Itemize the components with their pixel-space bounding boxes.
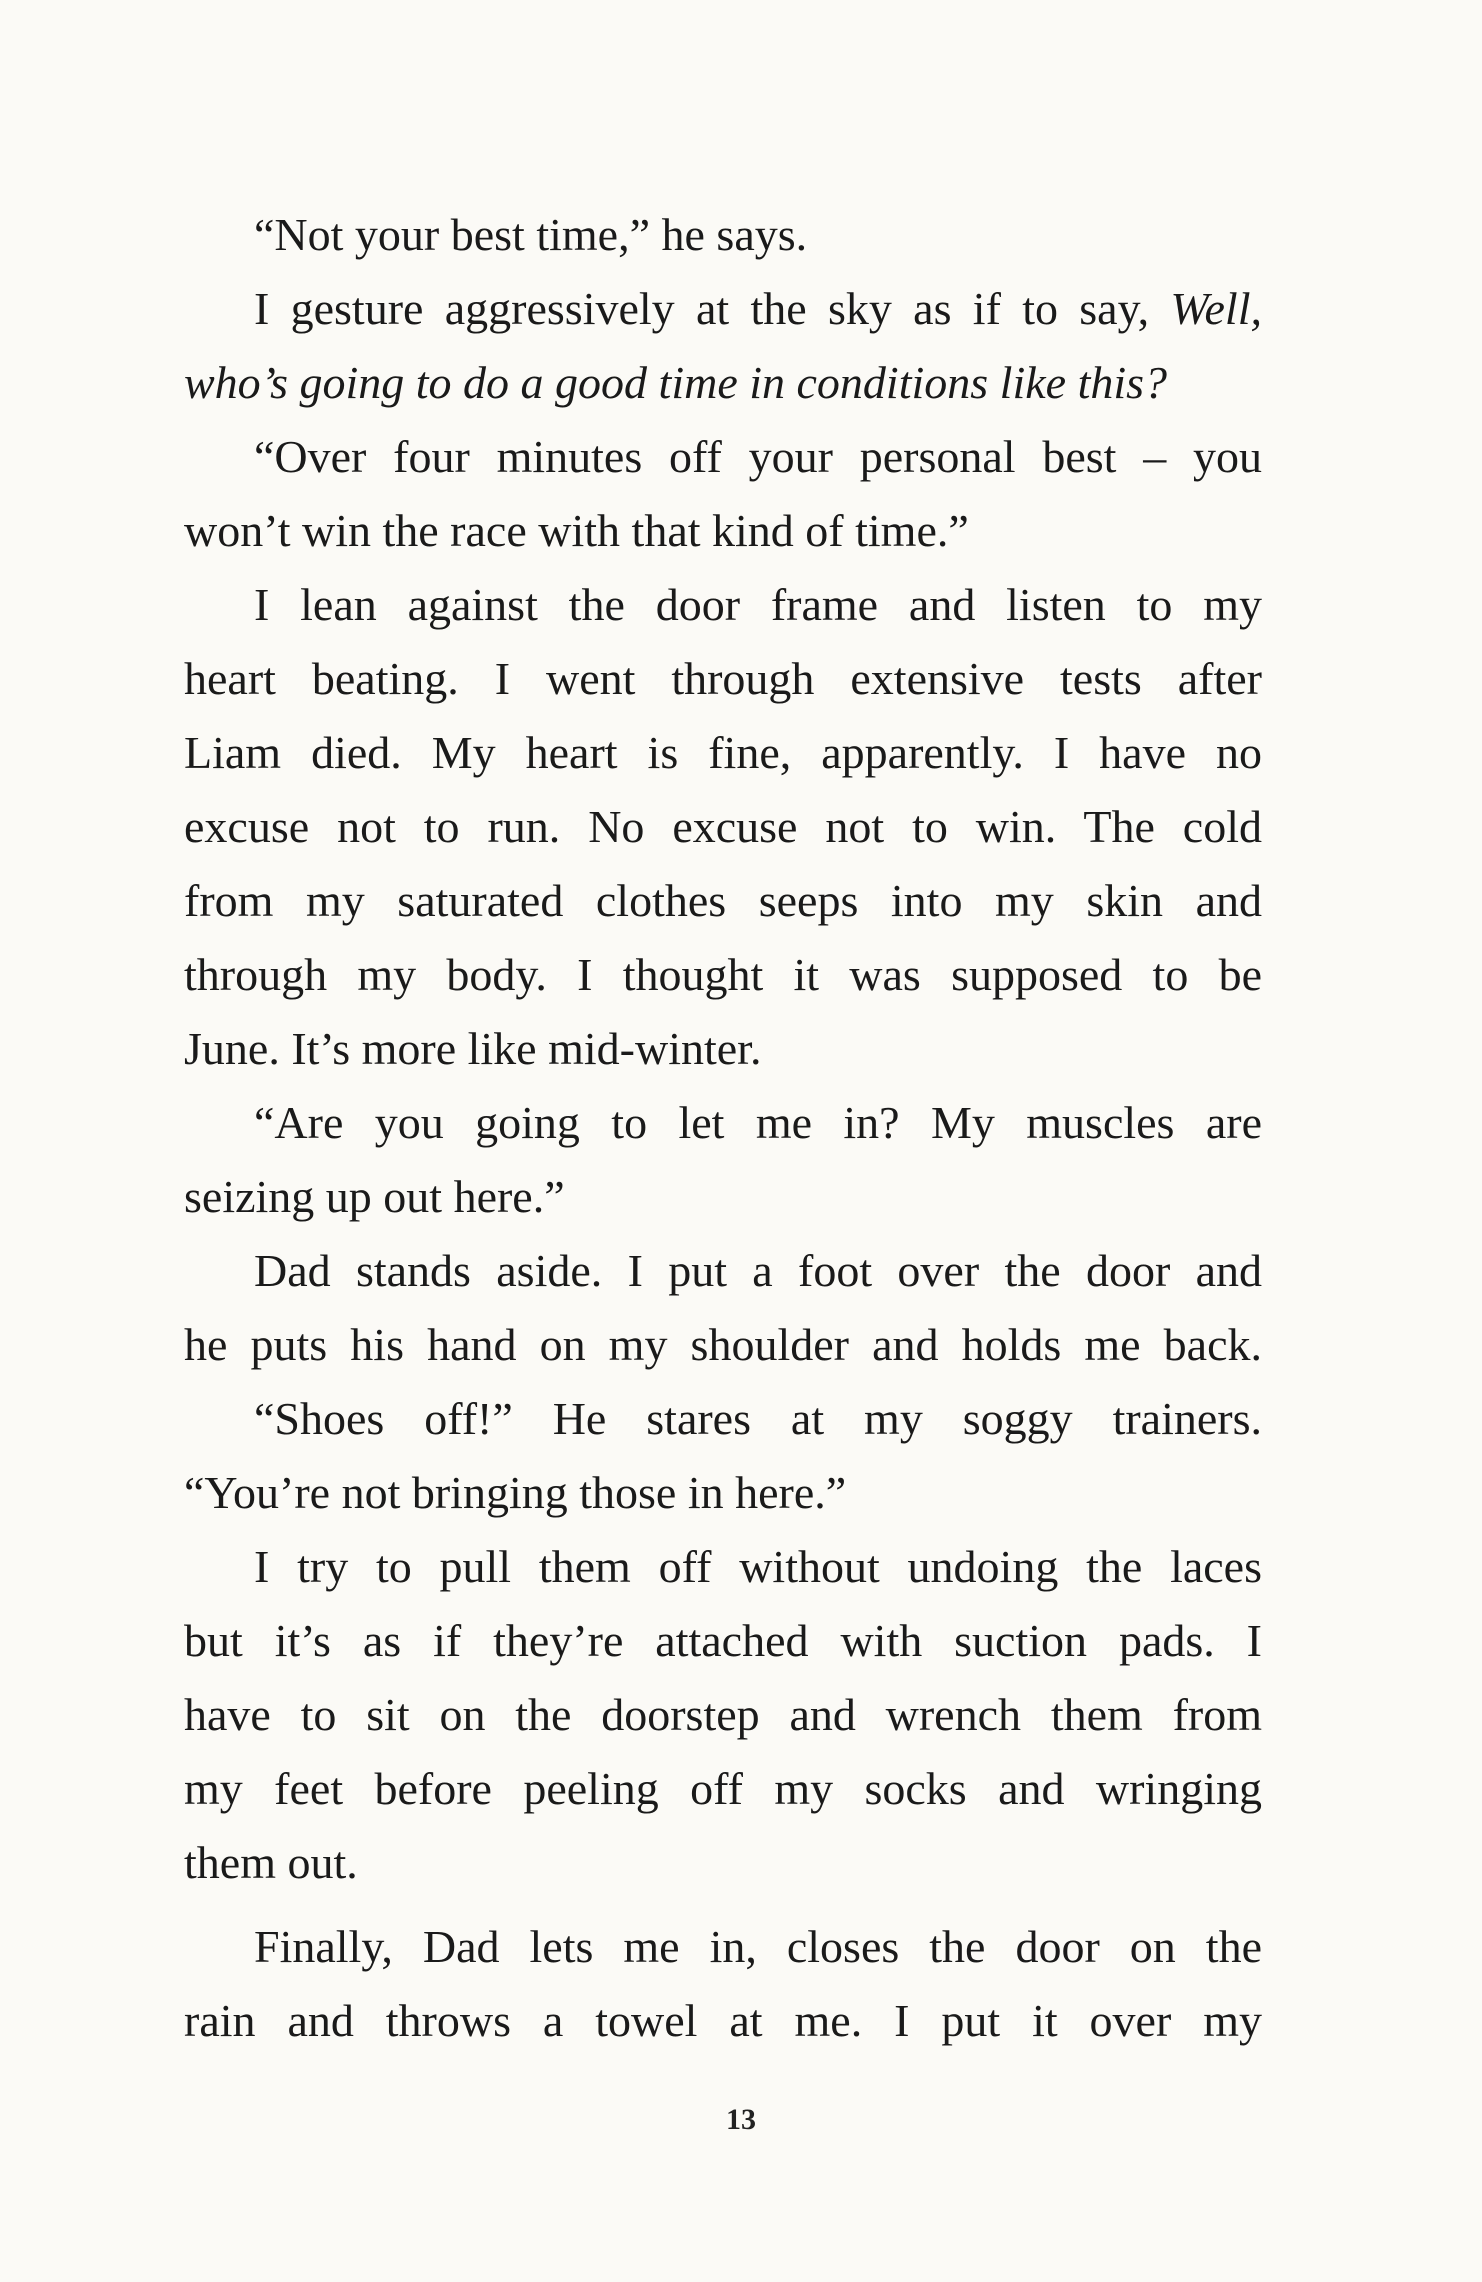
text-line: Liam died. My heart is fine, apparently. I have no: [184, 727, 1262, 778]
text-line: [254, 272, 1262, 346]
text-line: I try to pull them off without undoing the laces: [254, 1541, 1262, 1592]
italic-text-line: who’s going to do a good time in conditions like this?: [184, 357, 1168, 408]
text-line: June. It’s more like mid-winter.: [184, 1023, 762, 1074]
text-line: seizing up out here.”: [184, 1171, 565, 1222]
text-line: “Over four minutes off your personal best – you: [254, 431, 1262, 482]
text-line: them out.: [184, 1837, 358, 1888]
text-line: he puts his hand on my shoulder and holds me back.: [184, 1319, 1262, 1370]
text-line: Finally, Dad lets me in, closes the door on the: [254, 1921, 1262, 1972]
text-line: “Not your best time,” he says.: [254, 209, 808, 260]
text-line: from my saturated clothes seeps into my skin and: [184, 875, 1262, 926]
text-line: my feet before peeling off my socks and wringing: [184, 1763, 1262, 1814]
text-line: through my body. I thought it was supposed to be: [184, 949, 1262, 1000]
text-line: Dad stands aside. I put a foot over the door and: [254, 1245, 1262, 1296]
text-line: but it’s as if they’re attached with suction pads. I: [184, 1615, 1262, 1666]
text-line: “Are you going to let me in? My muscles are: [254, 1097, 1262, 1148]
text-line: rain and throws a towel at me. I put it over my: [184, 1995, 1262, 2046]
text-span: I gesture aggressively at the sky as if to say,: [254, 283, 1150, 334]
page-number: 13: [726, 2103, 756, 2136]
text-line: won’t win the race with that kind of time.”: [184, 505, 969, 556]
italic-text-span: Well,: [1170, 283, 1262, 334]
text-line: I lean against the door frame and listen to my: [254, 579, 1262, 630]
text-line: heart beating. I went through extensive tests after: [184, 653, 1262, 704]
text-line: have to sit on the doorstep and wrench them from: [184, 1689, 1262, 1740]
text-line: “Shoes off!” He stares at my soggy trainers.: [254, 1393, 1262, 1444]
text-line: excuse not to run. No excuse not to win. The cold: [184, 801, 1262, 852]
text-line: “You’re not bringing those in here.”: [184, 1467, 847, 1518]
